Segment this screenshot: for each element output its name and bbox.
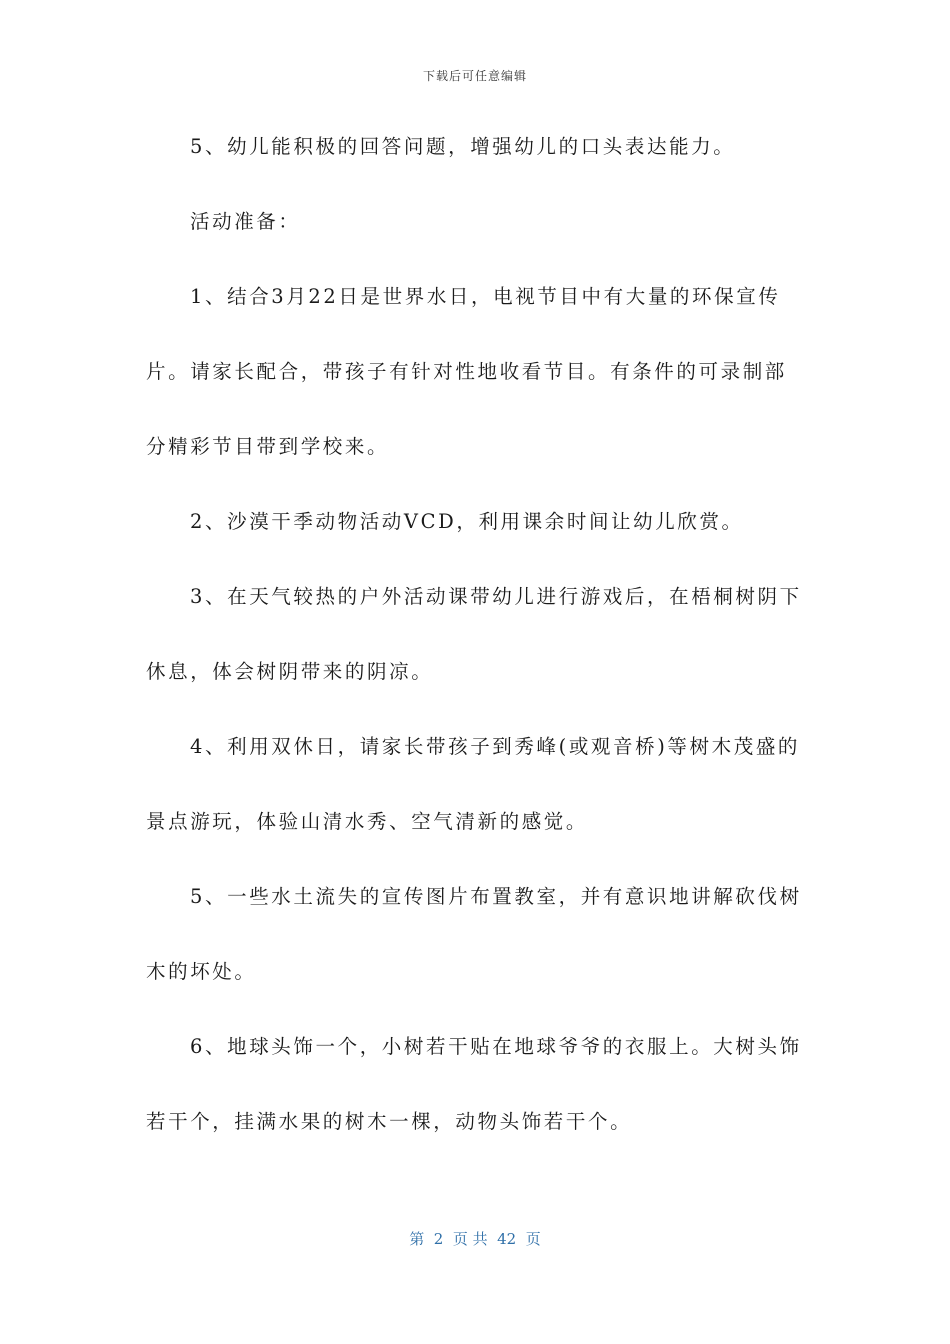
page-number-footer: 第 2 页 共 42 页 <box>409 1230 541 1248</box>
page-header-note: 下载后可任意编辑 <box>422 69 527 83</box>
paragraph-prep-6-line-1: 6、地球头饰一个，小树若干贴在地球爷爷的衣服上。大树头饰 <box>190 1035 802 1058</box>
paragraph-prep-1-line-1: 1、结合3月22日是世界水日，电视节目中有大量的环保宣传 <box>190 285 781 308</box>
paragraph-prep-3-line-1: 3、在天气较热的户外活动课带幼儿进行游戏后，在梧桐树阴下 <box>190 585 802 608</box>
paragraph-prep-1-line-3: 分精彩节目带到学校来。 <box>146 435 390 458</box>
paragraph-prep-4-line-1: 4、利用双休日，请家长带孩子到秀峰(或观音桥)等树木茂盛的 <box>190 735 801 758</box>
paragraph-prep-4-line-2: 景点游玩，体验山清水秀、空气清新的感觉。 <box>146 810 589 833</box>
paragraph-prep-2: 2、沙漠干季动物活动VCD，利用课余时间让幼儿欣赏。 <box>190 510 744 533</box>
section-heading-preparation: 活动准备： <box>190 210 301 233</box>
paragraph-prep-5-line-1: 5、一些水土流失的宣传图片布置教室，并有意识地讲解砍伐树 <box>190 885 802 908</box>
paragraph-prep-3-line-2: 休息，体会树阴带来的阴凉。 <box>146 660 434 683</box>
paragraph-goal-5: 5、幼儿能积极的回答问题，增强幼儿的口头表达能力。 <box>190 135 736 158</box>
paragraph-prep-6-line-2: 若干个，挂满水果的树木一棵，动物头饰若干个。 <box>146 1110 633 1133</box>
document-body <box>146 128 806 1178</box>
paragraph-prep-1-line-2: 片。请家长配合，带孩子有针对性地收看节目。有条件的可录制部 <box>146 360 787 383</box>
paragraph-prep-5-line-2: 木的坏处。 <box>146 960 257 983</box>
